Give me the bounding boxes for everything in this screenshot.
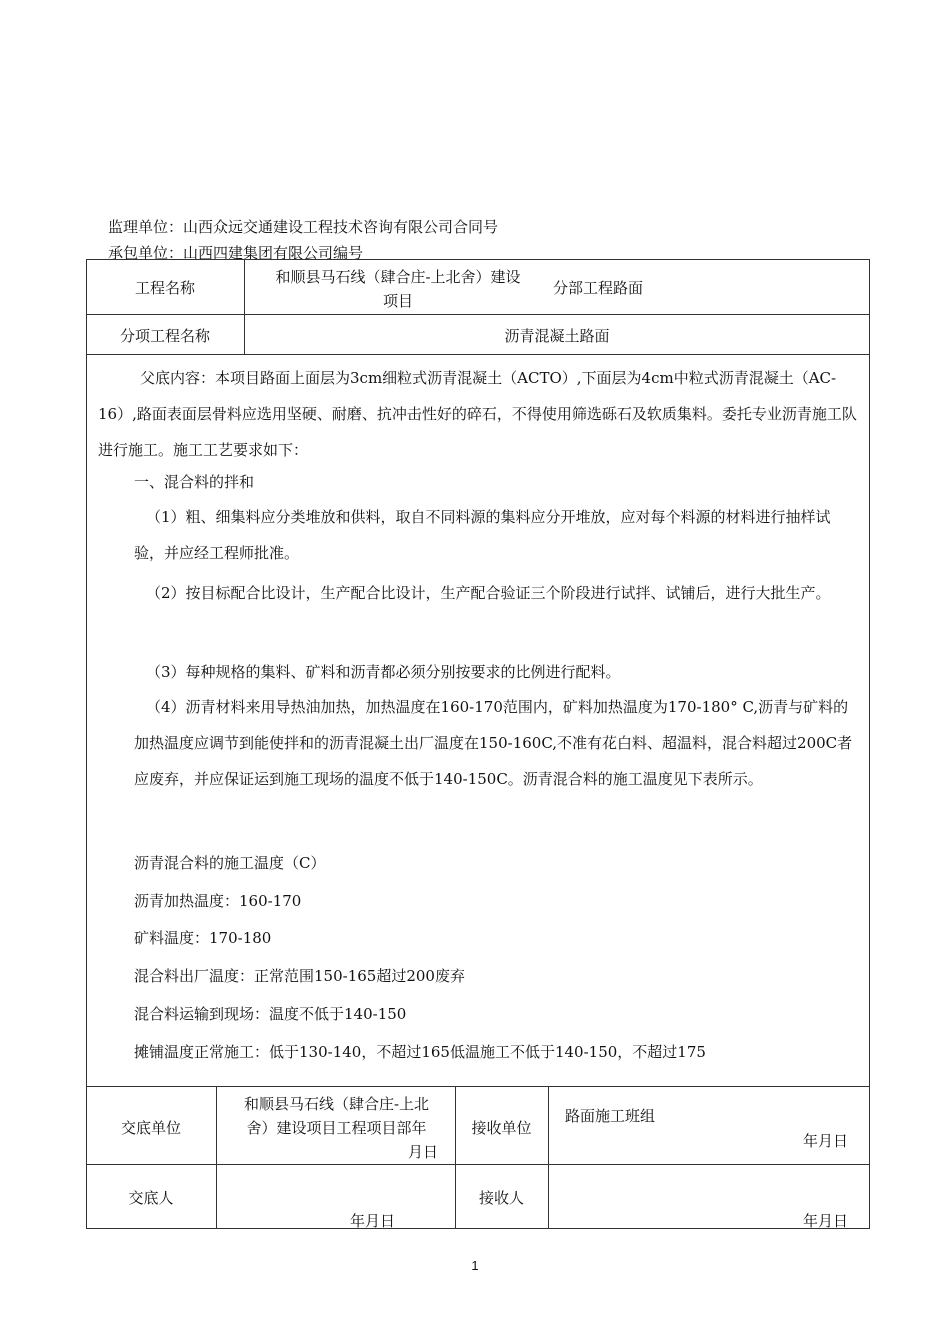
receiver-person-label: 接收人: [478, 1189, 524, 1207]
project-name-line2: 项目: [382, 292, 413, 310]
page-number: 1: [471, 1258, 479, 1273]
item-4: （4）沥青材料来用导热油加热，加热温度在160-170范围内，矿料加热温度为170-180° C,沥青与矿料的加热温度应调节到能使拌和的沥青混凝土出厂温度在150-160C,不准有花白料、超温料，混合料超过200C者应废弃，并应保证运到施工现场的温度不低于140-150C。沥青混合料的施工温度见下表所示。: [134, 698, 853, 788]
section-heading: 一、混合料的拌和: [134, 473, 255, 491]
giver-unit-label: 交底单位: [120, 1119, 181, 1137]
giver-unit-line1: 和顺县马石线（肆合庄-上北: [243, 1095, 430, 1113]
temperature-outgoing: 混合料出厂温度：正常范围150-165超过200废弃: [134, 967, 465, 985]
giver-unit-line2: 舍）建设项目工程项目部年: [246, 1119, 427, 1137]
giver-person-date: 年月日: [350, 1212, 396, 1230]
temperature-paving: 摊铺温度正常施工：低于130-140，不超过165低温施工不低于140-150，不超过175: [134, 1043, 706, 1061]
temperature-transport: 混合料运输到现场：温度不低于140-150: [134, 1005, 407, 1023]
item-1: （1）粗、细集料应分类堆放和供料，取自不同料源的集料应分开堆放，应对每个料源的材料进行抽样试验，并应经工程师批准。: [134, 508, 831, 562]
supervisor-unit-line: 监理单位：山西众远交通建设工程技术咨询有限公司合同号: [108, 218, 499, 236]
subitem-label: 分项工程名称: [119, 327, 210, 345]
item-2: （2）按目标配合比设计，生产配合比设计，生产配合验证三个阶段进行试拌、试铺后，进行大批生产。: [146, 584, 831, 602]
row-divider: [86, 354, 870, 355]
col-divider: [216, 1086, 217, 1229]
row-divider: [86, 1164, 870, 1165]
subitem-value: 沥青混凝土路面: [504, 327, 610, 345]
receiver-unit-value: 路面施工班组: [565, 1107, 656, 1125]
col-divider: [548, 1086, 549, 1229]
row-divider: [86, 314, 870, 315]
project-name-line1: 和顺县马石线（肆合庄-上北舍）建设: [275, 268, 521, 286]
temperature-mineral: 矿料温度：170-180: [134, 929, 272, 947]
temperature-title: 沥青混合料的施工温度（C）: [134, 854, 326, 872]
receiver-unit-label: 接收单位: [471, 1119, 532, 1137]
giver-unit-date: 月日: [408, 1143, 439, 1161]
division-name: 分部工程路面: [553, 279, 644, 297]
row-divider: [86, 1086, 870, 1087]
item-3: （3）每种规格的集料、矿料和沥青都必须分别按要求的比例进行配料。: [146, 663, 621, 681]
project-name-label: 工程名称: [134, 279, 195, 297]
receiver-unit-date: 年月日: [803, 1132, 849, 1150]
receiver-person-date: 年月日: [803, 1212, 849, 1230]
giver-person-label: 交底人: [128, 1189, 174, 1207]
intro-paragraph: 父底内容：本项目路面上面层为3cm细粒式沥青混凝土（ACTO）,下面层为4cm中粒式沥青混凝土（AC-16）,路面表面层骨料应选用坚硬、耐磨、抗冲击性好的碎石，不得使用筛选砾石及软质集料。委托专业沥青施工队进行施工。施工工艺要求如下：: [98, 369, 857, 459]
contractor-unit-line: 承包单位：山西四建集团有限公司编号: [108, 244, 364, 262]
temperature-asphalt: 沥青加热温度：160-170: [134, 892, 302, 910]
